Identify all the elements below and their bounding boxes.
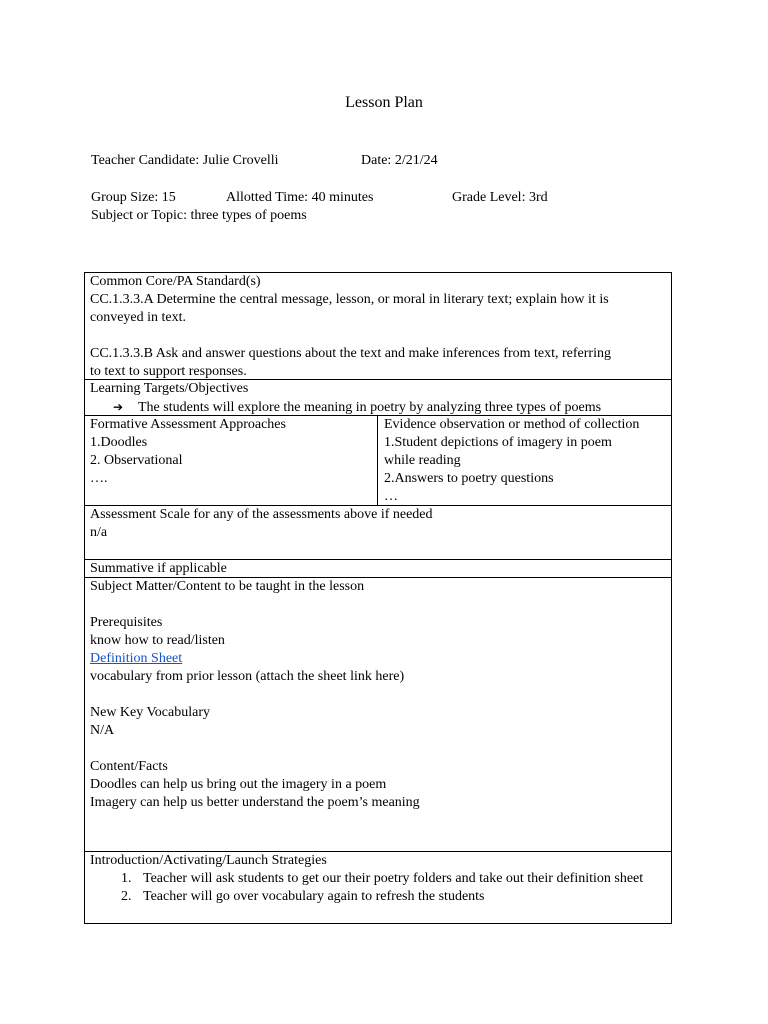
summative-heading: Summative if applicable xyxy=(90,561,227,576)
formative-heading: Formative Assessment Approaches xyxy=(90,417,286,432)
formative-item: 2. Observational xyxy=(90,453,183,468)
subject-matter-section xyxy=(84,578,672,812)
subject-matter-heading: Subject Matter/Content to be taught in the lesson xyxy=(90,579,365,594)
lesson-date: Date: 2/21/24 xyxy=(361,153,438,168)
objectives-section xyxy=(84,380,672,417)
prerequisite-item: vocabulary from prior lesson (attach the sheet link here) xyxy=(90,669,405,684)
document-title: Lesson Plan xyxy=(345,94,423,111)
introduction-step: 1. Teacher will ask students to get our their poetry folders and take out their definition sheet xyxy=(135,870,666,888)
objective-item: ➔ The students will explore the meaning in poetry by analyzing three types of poems xyxy=(113,398,666,417)
prerequisite-item: know how to read/listen xyxy=(90,633,225,648)
standard-b-line1: CC.1.3.3.B Ask and answer questions about the text and make inferences from text, referring xyxy=(90,346,611,361)
introduction-heading: Introduction/Activating/Launch Strategies xyxy=(90,853,327,868)
vocabulary-value: N/A xyxy=(90,723,115,738)
assessment-scale-section xyxy=(84,506,672,542)
subject-topic: Subject or Topic: three types of poems xyxy=(91,208,307,223)
standards-heading: Common Core/PA Standard(s) xyxy=(90,274,261,289)
evidence-item: … xyxy=(384,489,398,504)
standard-a-line1: CC.1.3.3.A Determine the central message, lesson, or moral in literary text; explain how it is xyxy=(90,292,609,307)
content-fact: Doodles can help us bring out the imagery in a poem xyxy=(90,777,387,792)
content-fact: Imagery can help us better understand the poem’s meaning xyxy=(90,795,420,810)
standard-a-line2: conveyed in text. xyxy=(90,310,187,325)
evidence-section xyxy=(378,416,672,506)
content-facts-heading: Content/Facts xyxy=(90,759,168,774)
group-size: Group Size: 15 xyxy=(91,190,176,205)
prerequisites-heading: Prerequisites xyxy=(90,615,163,630)
evidence-item: 1.Student depictions of imagery in poem xyxy=(384,435,612,450)
standard-b-line2: to text to support responses. xyxy=(90,364,247,379)
standards-section xyxy=(84,273,672,381)
formative-section xyxy=(84,416,377,488)
evidence-item: while reading xyxy=(384,453,461,468)
summative-section xyxy=(84,560,672,578)
introduction-step: 2. Teacher will go over vocabulary again to refresh the students xyxy=(135,888,666,906)
allotted-time: Allotted Time: 40 minutes xyxy=(226,190,374,205)
definition-sheet-link[interactable]: Definition Sheet xyxy=(90,651,183,666)
objectives-heading: Learning Targets/Objectives xyxy=(90,381,249,396)
grade-level: Grade Level: 3rd xyxy=(452,190,548,205)
teacher-candidate: Teacher Candidate: Julie Crovelli xyxy=(91,153,279,168)
vocabulary-heading: New Key Vocabulary xyxy=(90,705,211,720)
formative-item: 1.Doodles xyxy=(90,435,148,450)
introduction-section xyxy=(84,852,672,906)
assessment-scale-heading: Assessment Scale for any of the assessments above if needed xyxy=(90,507,433,522)
assessment-scale-value: n/a xyxy=(90,525,108,540)
evidence-heading: Evidence observation or method of collection xyxy=(384,417,640,432)
formative-item: …. xyxy=(90,471,108,486)
evidence-item: 2.Answers to poetry questions xyxy=(384,471,554,486)
